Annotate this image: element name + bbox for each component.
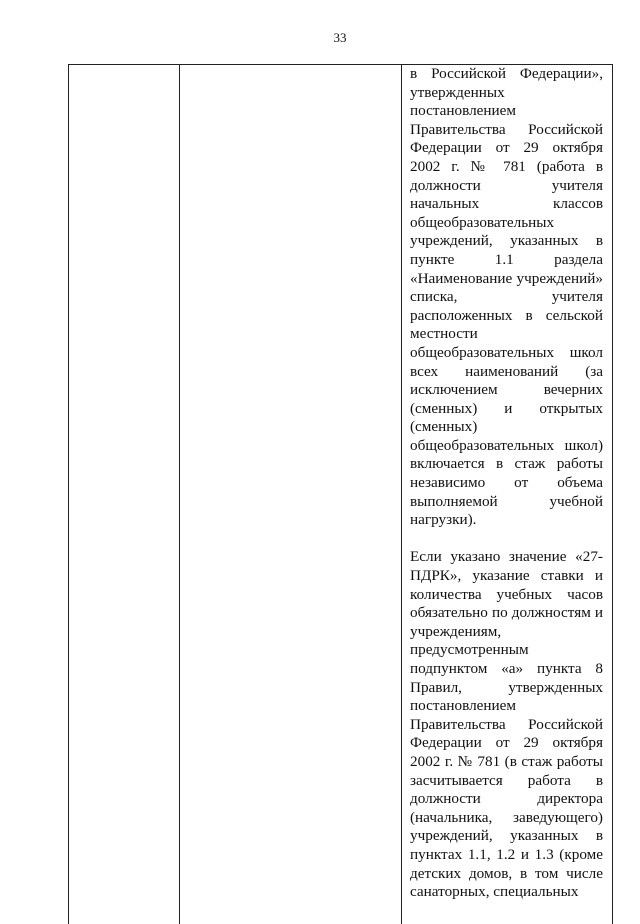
column-divider-2 [401, 65, 402, 924]
column-divider-1 [179, 65, 180, 924]
page-number: 33 [333, 30, 347, 45]
paragraph-2: Если указано значение «27-ПДРК», указание ставки и количества учебных часов обязательно по должностям и учреждениям, предусмотренным подпунктом «а» пункта 8 Правил, утвержденных постановлением Правительства Российской Федерации от 29 октября 2002 г. № 781 (в стаж работы засчитывается работа в должности директора (начальника, заведующего) учреждений, указанных в пунктах 1.1, 1.2 и 1.3 (кроме детских домов, в том числе санаторных, специальных [410, 548, 603, 901]
third-column-cell [410, 65, 603, 902]
paragraph-1: в Российской Федерации», утвержденных постановлением Правительства Российской Федерации от 29 октября 2002 г. № 781 (работа в должности учителя начальных классов общеобразовательных учреждений, указанных в пункте 1.1 раздела «Наименование учреждений» списка, учителя расположенных в сельской местности общеобразовательных школ всех наименований (за исключением вечерних (сменных) и открытых (сменных) общеобразовательных школ) включается в стаж работы независимо от объема выполняемой учебной нагрузки). [410, 65, 603, 529]
document-table [68, 64, 613, 924]
